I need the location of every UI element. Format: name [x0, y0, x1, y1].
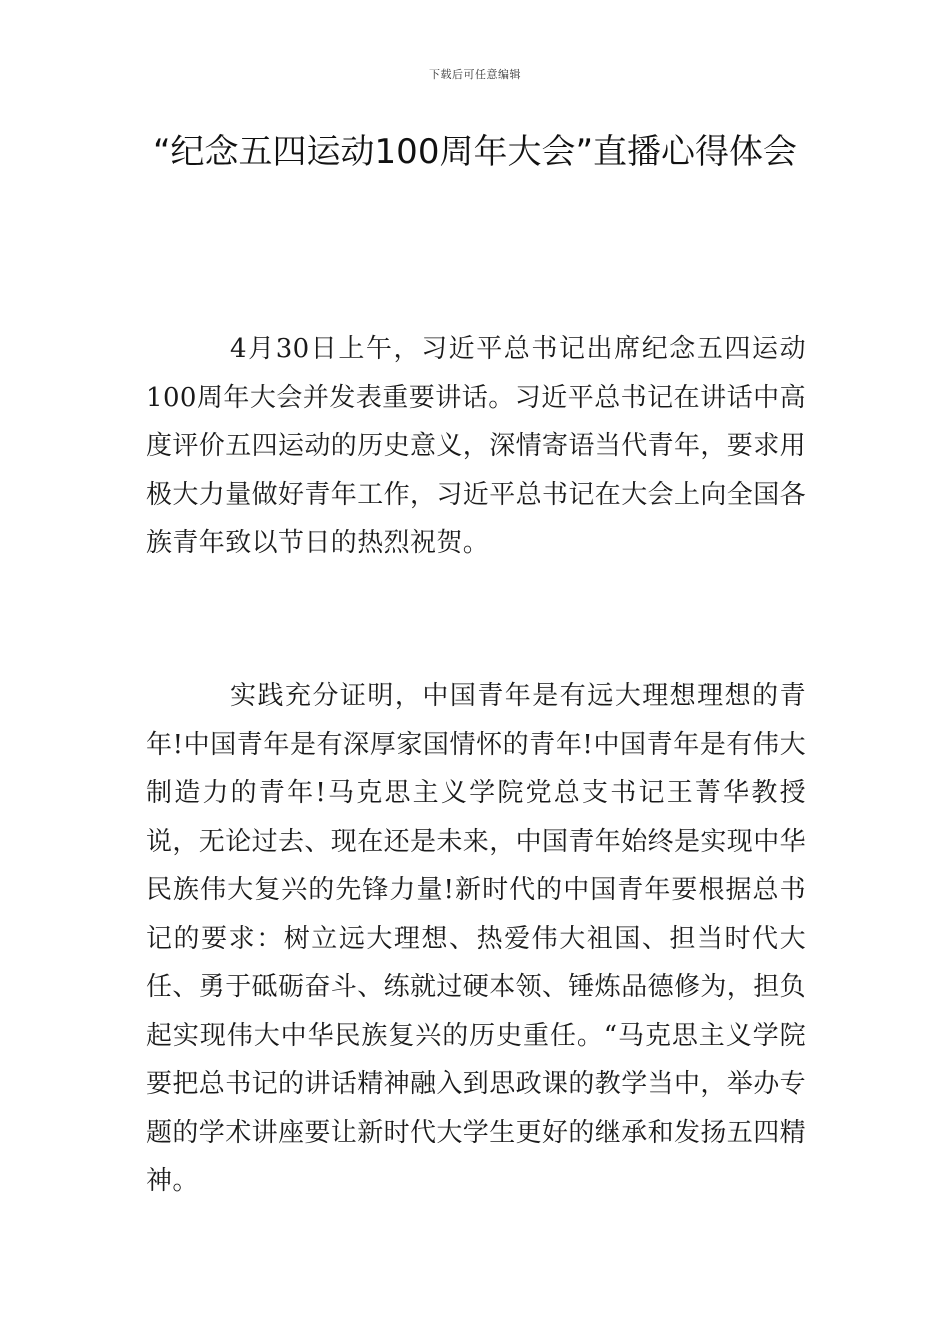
body-paragraph-1: 4月30日上午，习近平总书记出席纪念五四运动100周年大会并发表重要讲话。习近平总书记在讲话中高度评价五四运动的历史意义，深情寄语当代青年，要求用极大力量做好青年工作，习近平总书记在大会上向全国各族青年致以节日的热烈祝贺。 — [146, 334, 807, 558]
page-header-note: 下载后可任意编辑 — [429, 68, 521, 81]
body-paragraph-2: 实践充分证明，中国青年是有远大理想理想的青年!中国青年是有深厚家国情怀的青年!中国青年是有伟大制造力的青年!马克思主义学院党总支书记王菁华教授说，无论过去、现在还是未来，中国青年始终是实现中华民族伟大复兴的先锋力量!新时代的中国青年要根据总书记的要求：树立远大理想、热爱伟大祖国、担当时代大任、勇于砥砺奋斗、练就过硬本领、锤炼品德修为，担负起实现伟大中华民族复兴的历史重任。“马克思主义学院要把总书记的讲话精神融入到思政课的教学当中，举办专题的学术讲座要让新时代大学生更好的继承和发扬五四精神。 — [146, 681, 807, 1196]
document-title: “纪念五四运动100周年大会”直播心得体会 — [152, 132, 798, 172]
